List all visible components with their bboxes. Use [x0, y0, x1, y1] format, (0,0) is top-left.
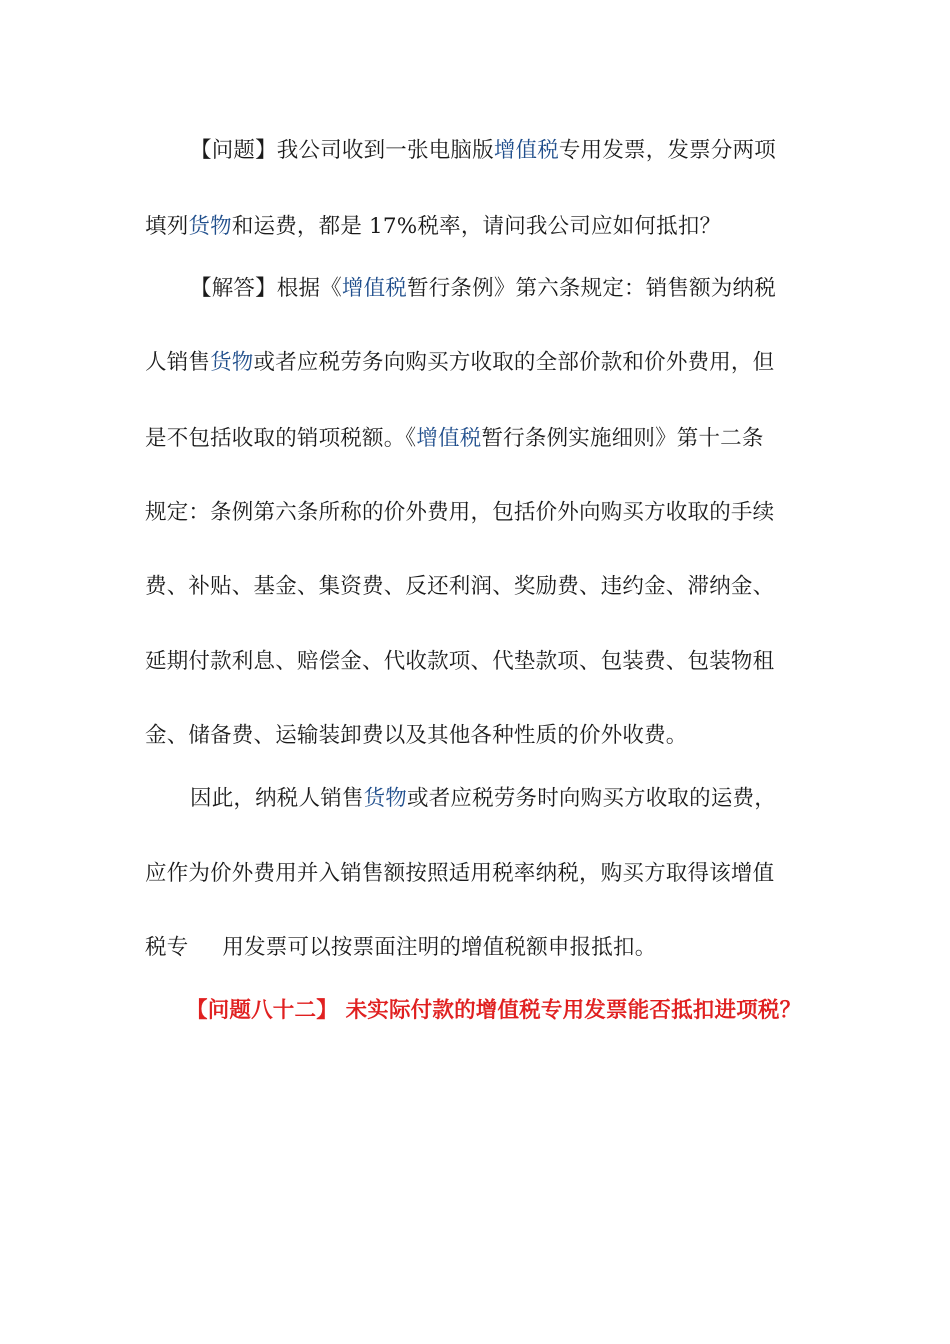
conclusion-text: 或者应税劳务时向购买方收取的运费， [407, 786, 776, 811]
answer-line-6: 延期付款利息、赔偿金、代收款项、代垫款项、包装费、包装物租 [145, 649, 775, 674]
answer-text: 暂行条例实施细则》第十二条 [481, 426, 764, 451]
conclusion-line-3 [145, 933, 805, 963]
vat-link[interactable]: 增值税 [341, 276, 408, 301]
vat-link[interactable]: 增值税 [416, 426, 482, 451]
answer-text: 【解答】根据《 [190, 276, 342, 301]
question-text: 【问题】我公司收到一张电脑版 [190, 138, 494, 163]
answer-line-2 [145, 348, 805, 378]
answer-text: 或者应税劳务向购买方收取的全部价款和价外费用，但 [253, 350, 775, 375]
answer-text: 人销售 [145, 350, 211, 375]
answer-line-7: 金、储备费、运输装卸费以及其他各种性质的价外收费。 [145, 723, 688, 748]
conclusion-line-2: 应作为价外费用并入销售额按照适用税率纳税，购买方取得该增值 [145, 861, 775, 886]
answer-line-3 [145, 424, 805, 454]
answer-line-1 [190, 274, 850, 304]
answer-line-5: 费、补贴、基金、集资费、反还利润、奖励费、违约金、滞纳金、 [145, 574, 775, 599]
answer-line-4: 规定：条例第六条所称的价外费用，包括价外向购买方收取的手续 [145, 500, 775, 525]
question-line-1 [190, 136, 850, 166]
conclusion-text: 因此，纳税人销售 [190, 786, 364, 811]
question-line-2 [145, 212, 805, 242]
conclusion-text: 用发票可以按票面注明的增值税额申报抵扣。 [222, 935, 657, 960]
question-text: 填列 [145, 214, 189, 239]
answer-text: 是不包括收取的销项税额。《 [145, 426, 417, 451]
vat-link[interactable]: 增值税 [493, 138, 559, 163]
next-question-heading: 【问题八十二】 未实际付款的增值税专用发票能否抵扣进项税？ [186, 998, 802, 1023]
goods-link[interactable]: 货物 [188, 214, 232, 239]
goods-link[interactable]: 货物 [210, 350, 254, 375]
conclusion-line-1 [190, 784, 850, 814]
answer-text: 暂行条例》第六条规定：销售额为纳税 [407, 276, 776, 301]
goods-link[interactable]: 货物 [363, 786, 408, 811]
question-text: 专用发票，发票分两项 [558, 138, 776, 163]
question-text: 和运费，都是 17%税率，请问我公司应如何抵扣？ [231, 214, 722, 239]
conclusion-text: 税专 [145, 935, 189, 960]
